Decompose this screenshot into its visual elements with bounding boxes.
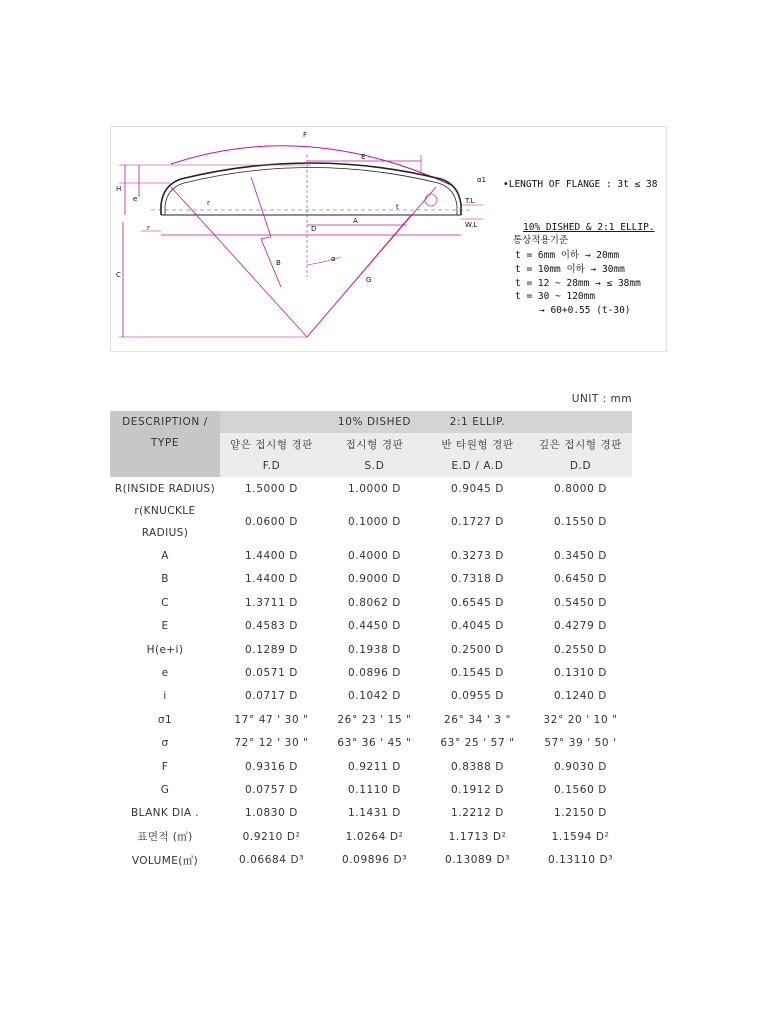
table-row — [110, 825, 632, 848]
row-label: G — [160, 783, 170, 796]
row-label: VOLUME(㎥) — [131, 854, 199, 867]
label-alpha: α — [331, 255, 336, 263]
table-cell: 0.9210 D² — [242, 830, 301, 843]
table-row — [110, 500, 632, 544]
table-cell: 0.7318 D — [451, 573, 504, 586]
label-e: E — [361, 153, 366, 161]
table-row — [110, 615, 632, 638]
table-cell: 0.9045 D — [451, 482, 504, 495]
label-e-small: e — [133, 195, 138, 203]
table-cell: 63° 25 ' 57 " — [440, 737, 515, 750]
table-cell: 0.1550 D — [554, 516, 607, 529]
type-code: D.D — [529, 455, 632, 477]
table-cell: 32° 20 ' 10 " — [543, 713, 618, 726]
row-label: r(KNUCKLE RADIUS) — [134, 505, 196, 540]
table-cell: 0.6450 D — [554, 573, 607, 586]
table-cell: 1.5000 D — [245, 482, 298, 495]
label-tl: T.L — [465, 197, 475, 205]
dished-head-drawing — [111, 127, 666, 351]
spec-table — [110, 411, 632, 872]
table-row — [110, 755, 632, 778]
row-label: σ — [161, 737, 169, 750]
group-header: 2:1 ELLIP. — [426, 411, 529, 433]
row-label: C — [161, 596, 169, 609]
table-cell: 0.2550 D — [554, 643, 607, 656]
table-cell: 17° 47 ' 30 " — [234, 713, 309, 726]
group-header — [220, 411, 323, 433]
type-name: 얕은 접시형 경판 — [220, 433, 323, 455]
type-name: 접시형 경판 — [323, 433, 426, 455]
table-row — [110, 544, 632, 567]
label-t: t — [396, 203, 399, 211]
table-cell: 1.2150 D — [554, 807, 607, 820]
table-row — [110, 638, 632, 661]
table-cell: 0.1938 D — [348, 643, 401, 656]
table-cell: 0.13110 D³ — [547, 854, 614, 867]
table-row — [110, 732, 632, 755]
table-row — [110, 661, 632, 684]
table-row — [110, 568, 632, 591]
row-label: σ1 — [157, 713, 173, 726]
header-row-group — [110, 411, 632, 433]
table-cell: 0.3450 D — [554, 550, 607, 563]
row-label: e — [161, 667, 169, 680]
type-code: F.D — [220, 455, 323, 477]
table-cell: 0.5450 D — [554, 596, 607, 609]
table-cell: 1.0000 D — [348, 482, 401, 495]
rule-3: t = 12 ~ 28mm → ≤ 38mm — [515, 278, 641, 289]
table-row — [110, 708, 632, 731]
table-cell: 1.1594 D² — [551, 830, 610, 843]
table-cell: 0.1289 D — [245, 643, 298, 656]
table-cell: 0.4583 D — [245, 620, 298, 633]
dished-head-diagram — [110, 126, 667, 352]
table-cell: 1.4400 D — [245, 573, 298, 586]
row-label: E — [161, 620, 169, 633]
alpha-arc — [307, 257, 341, 265]
knuckle-circle — [425, 194, 437, 206]
table-cell: 0.3273 D — [451, 550, 504, 563]
table-cell: 63° 36 ' 45 " — [337, 737, 412, 750]
figure-title: 10% DISHED & 2:1 ELLIP. — [523, 222, 655, 233]
table-row — [110, 848, 632, 871]
table-cell: 0.9000 D — [348, 573, 401, 586]
row-label: B — [161, 573, 169, 586]
table-cell: 0.1000 D — [348, 516, 401, 529]
table-cell: 0.8000 D — [554, 482, 607, 495]
figure-subtitle: 통상적용기준 — [513, 235, 569, 246]
group-header — [529, 411, 632, 433]
table-cell: 0.1560 D — [554, 783, 607, 796]
table-cell: 1.4400 D — [245, 550, 298, 563]
table-row — [110, 591, 632, 614]
arc-f — [171, 146, 451, 185]
table-cell: 1.1713 D² — [448, 830, 507, 843]
rule-2: t = 10mm 이하 → 30mm — [515, 264, 625, 275]
table-cell: 0.0955 D — [451, 690, 504, 703]
row-label: A — [161, 550, 169, 563]
table-cell: 0.1310 D — [554, 667, 607, 680]
table-row — [110, 802, 632, 825]
table-cell: 1.0264 D² — [345, 830, 404, 843]
rule-1: t = 6mm 이하 → 20mm — [515, 250, 620, 261]
table-cell: 0.8388 D — [451, 760, 504, 773]
table-row — [110, 778, 632, 801]
description-header-spacer — [110, 455, 220, 477]
table-cell: 0.1110 D — [348, 783, 401, 796]
table-cell: 0.0757 D — [245, 783, 298, 796]
type-name: 깊은 접시형 경판 — [529, 433, 632, 455]
radius-left — [171, 187, 307, 337]
table-cell: 0.13089 D³ — [444, 854, 511, 867]
table-cell: 0.1240 D — [554, 690, 607, 703]
type-code: S.D — [323, 455, 426, 477]
table-cell: 0.1727 D — [451, 516, 504, 529]
table-cell: 0.06684 D³ — [238, 854, 305, 867]
table-cell: 1.2212 D — [451, 807, 504, 820]
header-row-codes — [110, 455, 632, 477]
table-cell: 0.0717 D — [245, 690, 298, 703]
head-inner-outline — [165, 168, 457, 216]
table-cell: 0.1545 D — [451, 667, 504, 680]
type-name: 반 타원형 경판 — [426, 433, 529, 455]
row-label: F — [161, 760, 169, 773]
table-cell: 1.3711 D — [245, 596, 298, 609]
table-cell: 0.9211 D — [348, 760, 401, 773]
label-c: C — [116, 271, 121, 279]
table-cell: 0.9030 D — [554, 760, 607, 773]
table-row — [110, 477, 632, 500]
table-cell: 72° 12 ' 30 " — [234, 737, 309, 750]
rule-4: t = 30 ~ 120mm — [515, 291, 596, 302]
table-cell: 26° 34 ' 3 " — [444, 713, 511, 726]
row-label: 표면적 (㎡) — [137, 831, 193, 844]
table-cell: 0.4045 D — [451, 620, 504, 633]
description-header: DESCRIPTION / TYPE — [110, 411, 220, 455]
label-wl: W.L — [465, 221, 478, 229]
group-header: 10% DISHED — [323, 411, 426, 433]
table-body — [110, 477, 632, 872]
table-cell: 0.09896 D³ — [341, 854, 408, 867]
table-cell: 0.1042 D — [348, 690, 401, 703]
knuckle-line — [307, 215, 411, 337]
table-cell: 0.0600 D — [245, 516, 298, 529]
table-cell: 0.4000 D — [348, 550, 401, 563]
table-cell: 1.0830 D — [245, 807, 298, 820]
table-cell: 26° 23 ' 15 " — [337, 713, 412, 726]
table-cell: 0.0571 D — [245, 667, 298, 680]
label-r: r — [147, 224, 150, 232]
flange-note: •LENGTH OF FLANGE : 3t ≤ 38 — [503, 179, 658, 190]
label-d: D — [311, 225, 317, 233]
table-cell: 0.9316 D — [245, 760, 298, 773]
table-cell: 0.2500 D — [451, 643, 504, 656]
label-g: G — [366, 276, 372, 284]
table-cell: 0.4279 D — [554, 620, 607, 633]
label-a: A — [353, 217, 358, 225]
label-alpha1: α1 — [477, 176, 487, 184]
table-cell: 1.1431 D — [348, 807, 401, 820]
label-f: F — [303, 131, 308, 139]
row-label: H(e+i) — [146, 643, 184, 656]
label-b: B — [276, 259, 281, 267]
table-cell: 0.6545 D — [451, 596, 504, 609]
label-r-knuckle: r — [207, 199, 210, 207]
row-label: i — [163, 690, 167, 703]
type-code: E.D / A.D — [426, 455, 529, 477]
table-cell: 57° 39 ' 50 ' — [544, 737, 617, 750]
zigzag-r — [251, 177, 281, 287]
rule-5: → 60+0.55 (t-30) — [539, 305, 631, 316]
unit-label: UNIT : mm — [571, 393, 632, 405]
table-cell: 0.4450 D — [348, 620, 401, 633]
table-cell: 0.8062 D — [348, 596, 401, 609]
label-h: H — [116, 185, 122, 193]
row-label: R(INSIDE RADIUS) — [114, 482, 216, 495]
table-row — [110, 685, 632, 708]
row-label: BLANK DIA . — [131, 807, 199, 820]
table-cell: 0.1912 D — [451, 783, 504, 796]
table-cell: 0.0896 D — [348, 667, 401, 680]
